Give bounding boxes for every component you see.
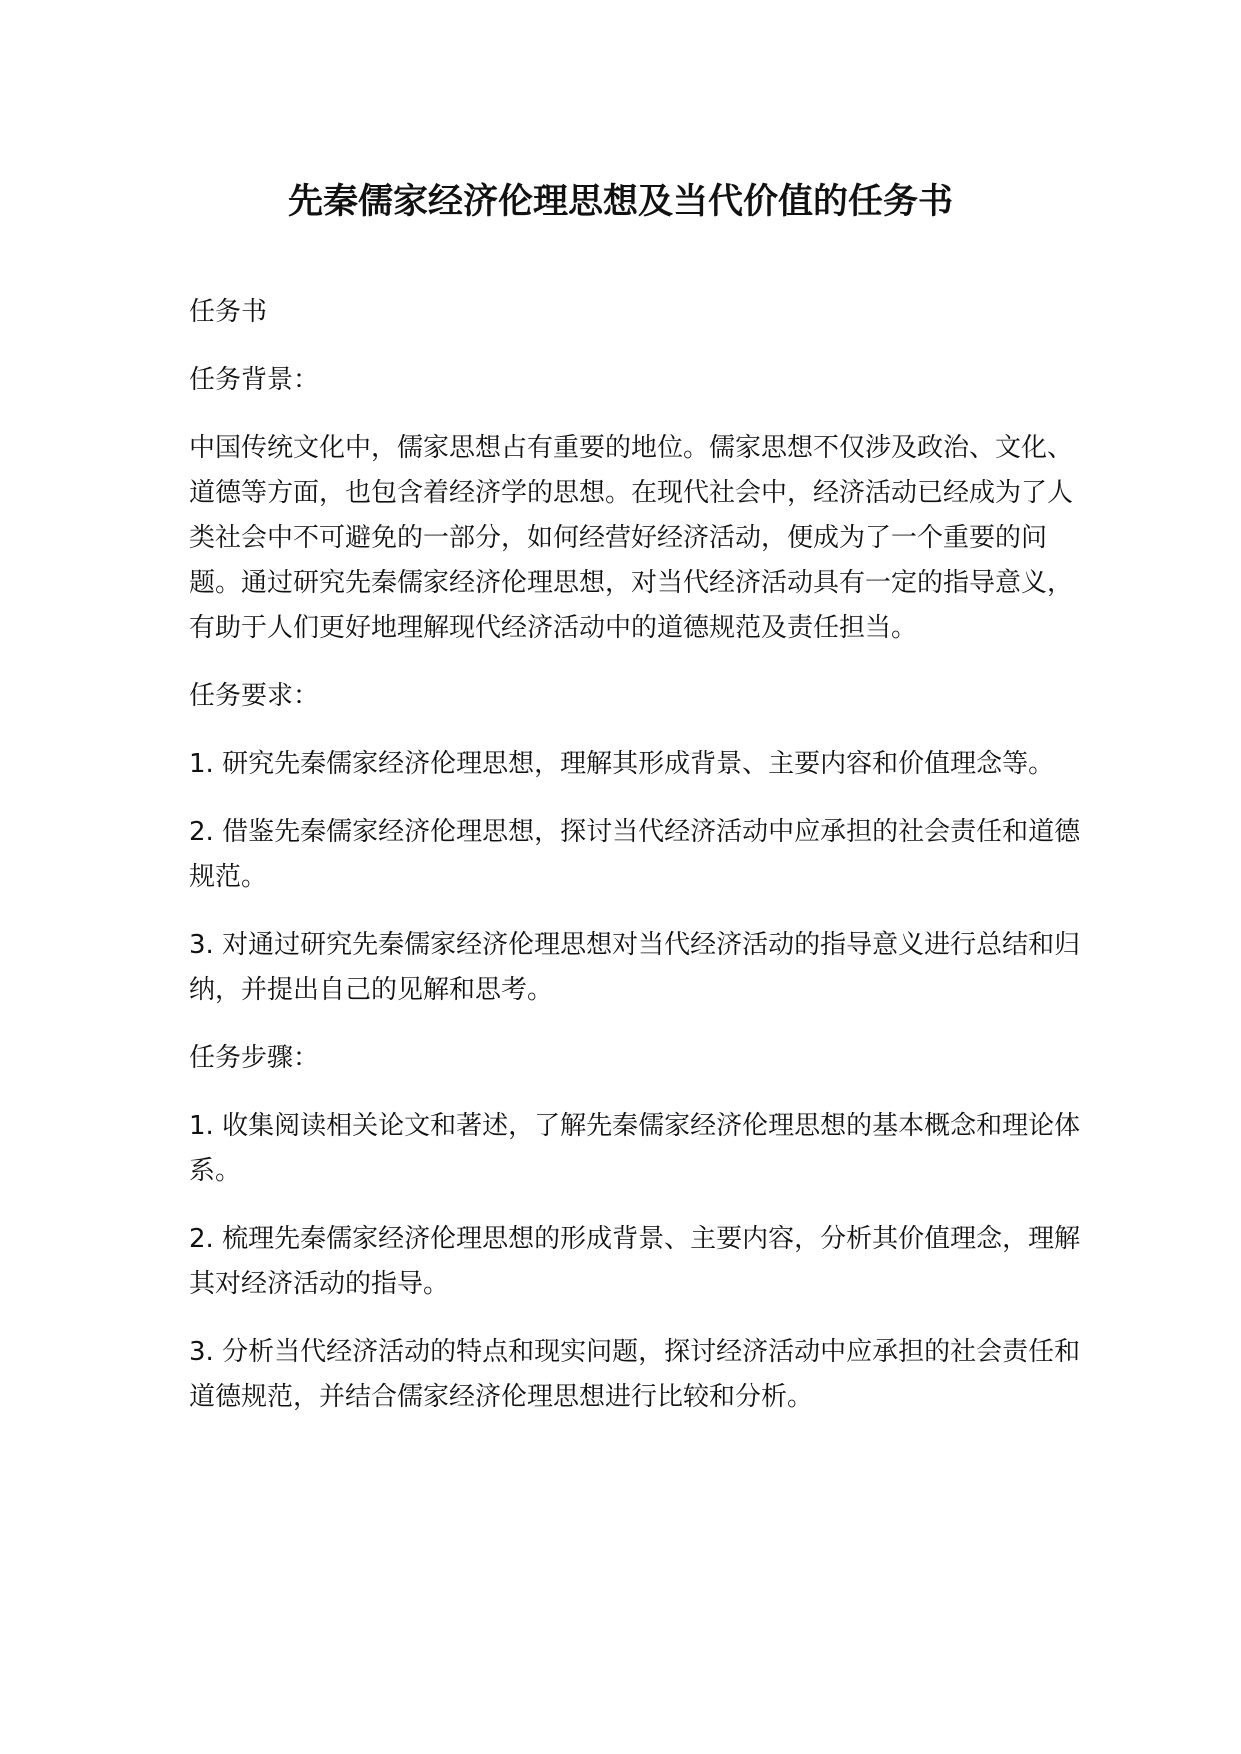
document-body [189, 290, 1089, 1443]
step-item-3: 3. 分析当代经济活动的特点和现实问题，探讨经济活动中应承担的社会责任和道德规范，并结合儒家经济伦理思想进行比较和分析。 [189, 1337, 1081, 1412]
section-heading-background: 任务背景： [189, 365, 320, 395]
section-heading-steps: 任务步骤： [189, 1043, 320, 1073]
step-item-2: 2. 梳理先秦儒家经济伦理思想的形成背景、主要内容，分析其价值理念，理解其对经济活动的指导。 [189, 1224, 1081, 1299]
requirement-item-1: 1. 研究先秦儒家经济伦理思想，理解其形成背景、主要内容和价值理念等。 [189, 749, 1055, 779]
section-heading-requirements: 任务要求： [189, 681, 320, 711]
requirement-item-2: 2. 借鉴先秦儒家经济伦理思想，探讨当代经济活动中应承担的社会责任和道德规范。 [189, 817, 1081, 892]
requirement-item-3: 3. 对通过研究先秦儒家经济伦理思想对当代经济活动的指导意义进行总结和归纳，并提出自己的见解和思考。 [189, 930, 1081, 1005]
section-label-task-book: 任务书 [189, 297, 268, 327]
paragraph-background: 中国传统文化中，儒家思想占有重要的地位。儒家思想不仅涉及政治、文化、道德等方面，也包含着经济学的思想。在现代社会中，经济活动已经成为了人类社会中不可避免的一部分，如何经营好经济活动，便成为了一个重要的问题。通过研究先秦儒家经济伦理思想，对当代经济活动具有一定的指导意义，有助于人们更好地理解现代经济活动中的道德规范及责任担当。 [189, 433, 1074, 643]
step-item-1: 1. 收集阅读相关论文和著述，了解先秦儒家经济伦理思想的基本概念和理论体系。 [189, 1111, 1081, 1186]
document-title: 先秦儒家经济伦理思想及当代价值的任务书 [287, 182, 953, 222]
